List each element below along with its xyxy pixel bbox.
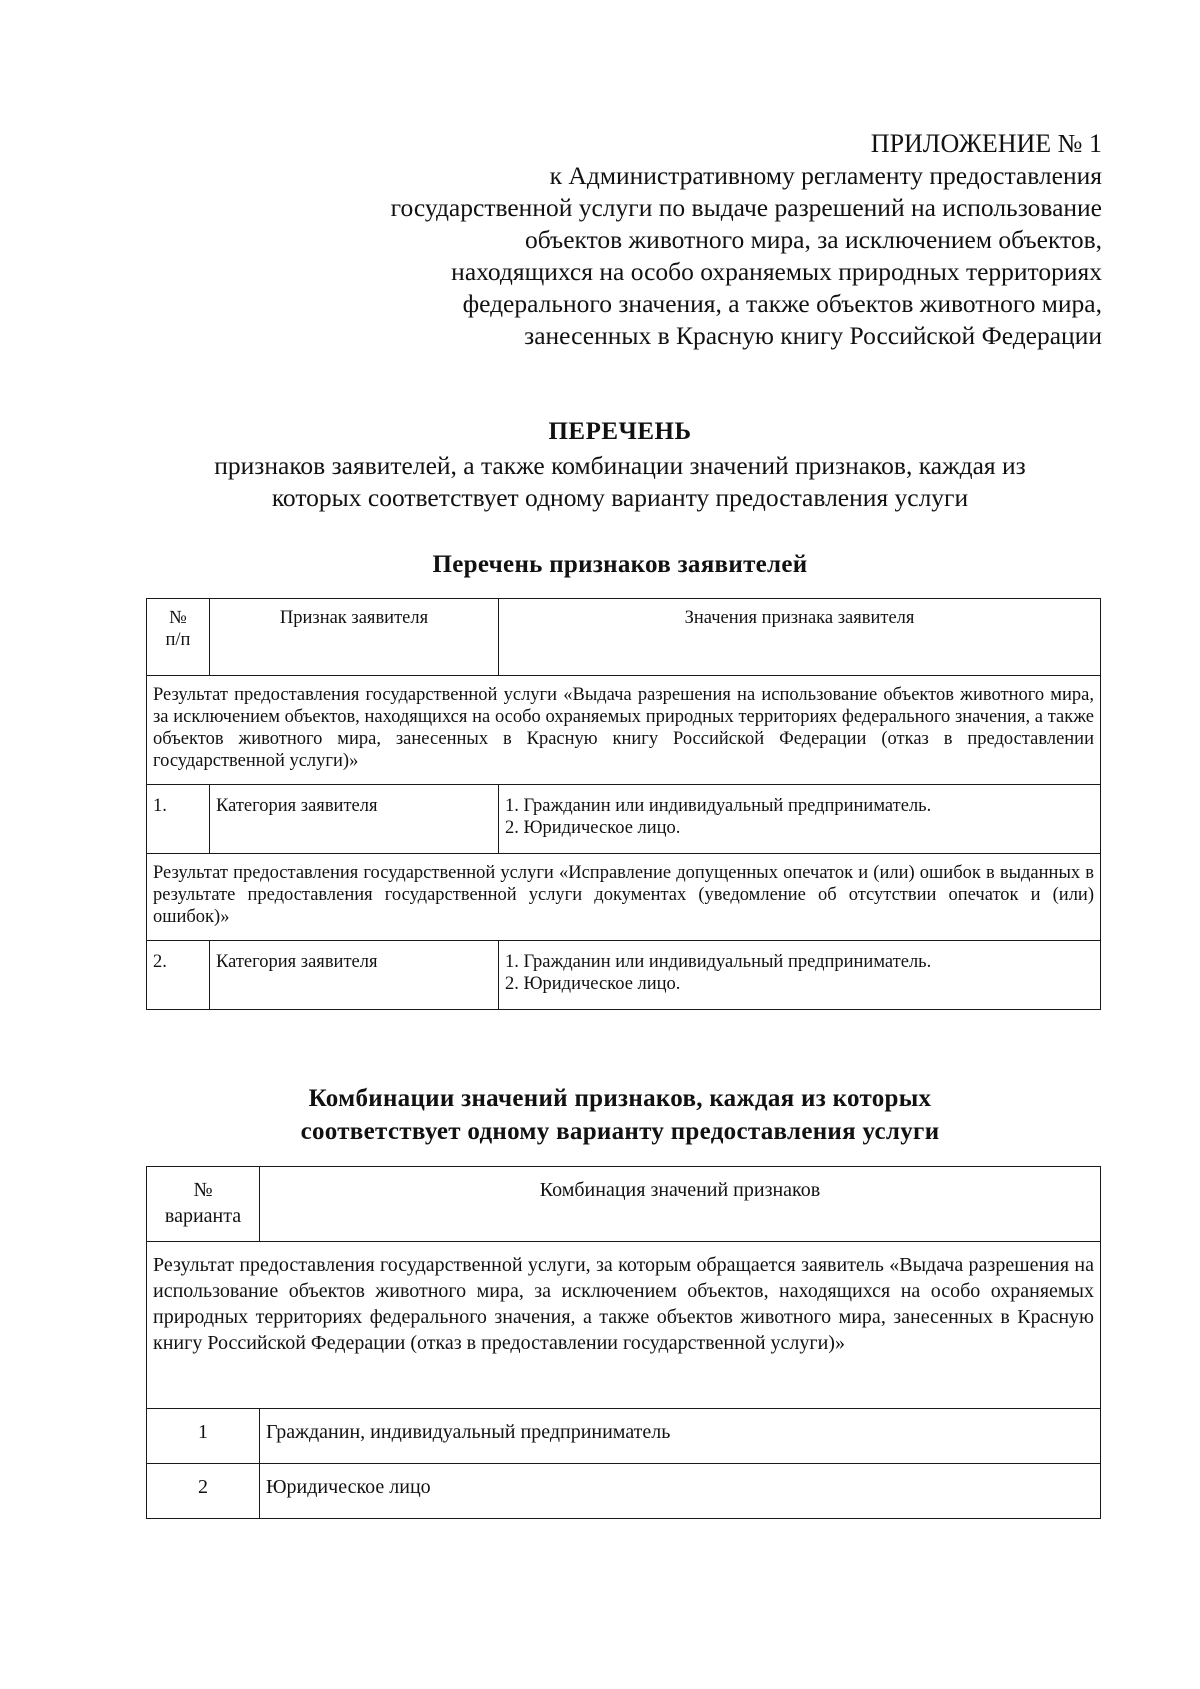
result-group-text: Результат предоставления государственной услуги, за которым обращается заявитель «Выдача разрешения на использование объектов животного мира, за исключением объектов, находящихся на особо охраняемых природных территориях федерального значения, а также объектов животного мира, занесенных в Красную книгу Российской Федерации (отказ в предоставлении государственной услуги)» xyxy=(147,1242,1101,1409)
appendix-header-line: государственной услуги по выдаче разрешений на использование xyxy=(390,193,1102,222)
section-2-title-line: Комбинации значений признаков, каждая из которых xyxy=(308,1085,932,1112)
row-number: 2. xyxy=(147,941,210,1010)
row-values xyxy=(499,785,1101,854)
column-header-number: № п/п xyxy=(147,599,210,676)
table-header-row xyxy=(147,599,1101,676)
appendix-header-line: федерального значения, а также объектов животного мира, xyxy=(462,289,1102,318)
variant-number: 2 xyxy=(147,1464,260,1519)
section-2-title-line: соответствует одному варианту предоставления услуги xyxy=(300,1118,940,1145)
appendix-header-line: объектов животного мира, за исключением объектов, xyxy=(524,225,1102,254)
row-value-item: 2. Юридическое лицо. xyxy=(505,974,681,994)
column-header-combination: Комбинация значений признаков xyxy=(260,1167,1101,1242)
variant-number: 1 xyxy=(147,1409,260,1464)
appendix-title: ПРИЛОЖЕНИЕ № 1 xyxy=(870,129,1102,158)
table-row xyxy=(147,1409,1101,1464)
column-header-variant-number: № варианта xyxy=(147,1167,260,1242)
row-number: 1. xyxy=(147,785,210,854)
table-header-row xyxy=(147,1167,1101,1242)
appendix-header-line: находящихся на особо охраняемых природных территориях xyxy=(451,257,1102,286)
table-row xyxy=(147,1464,1101,1519)
column-header-values: Значения признака заявителя xyxy=(499,599,1101,676)
row-values xyxy=(499,941,1101,1010)
variant-combination: Юридическое лицо xyxy=(260,1464,1101,1519)
table-row xyxy=(147,785,1101,854)
result-group-text: Результат предоставления государственной услуги «Выдача разрешения на использование объектов животного мира, за исключением объектов, находящихся на особо охраняемых природных территориях федерального значения, а также объектов животного мира, занесенных в Красную книгу Российской Федерации (отказ в предоставлении государственной услуги)» xyxy=(147,676,1101,785)
document-subtitle xyxy=(140,450,1100,514)
row-attribute: Категория заявителя xyxy=(210,785,499,854)
document-subtitle-line: признаков заявителей, а также комбинации значений признаков, каждая из xyxy=(214,451,1026,480)
result-group-row xyxy=(147,854,1101,941)
section-2-title xyxy=(140,1082,1100,1148)
appendix-header-line: занесенных в Красную книгу Российской Федерации xyxy=(524,321,1102,350)
result-group-row xyxy=(147,676,1101,785)
table-row xyxy=(147,941,1101,1010)
row-value-item: 1. Гражданин или индивидуальный предприниматель. xyxy=(505,796,932,816)
section-1-title: Перечень признаков заявителей xyxy=(432,551,808,578)
document-subtitle-line: которых соответствует одному варианту предоставления услуги xyxy=(271,483,969,512)
column-header-attribute: Признак заявителя xyxy=(210,599,499,676)
appendix-header-line: к Административному регламенту предоставления xyxy=(549,161,1102,190)
attribute-combinations-table xyxy=(146,1166,1101,1519)
appendix-header xyxy=(202,128,1102,352)
row-attribute: Категория заявителя xyxy=(210,941,499,1010)
applicant-attributes-table xyxy=(146,598,1101,1010)
document-title: ПЕРЕЧЕНЬ xyxy=(548,418,692,445)
variant-combination: Гражданин, индивидуальный предприниматель xyxy=(260,1409,1101,1464)
row-value-item: 2. Юридическое лицо. xyxy=(505,818,681,838)
result-group-row xyxy=(147,1242,1101,1409)
row-value-item: 1. Гражданин или индивидуальный предприниматель. xyxy=(505,952,932,972)
result-group-text: Результат предоставления государственной услуги «Исправление допущенных опечаток и (или) ошибок в выданных в результате предоставления государственной услуги документах (уведомление об отсутствии опечаток и (или) ошибок)» xyxy=(147,854,1101,941)
